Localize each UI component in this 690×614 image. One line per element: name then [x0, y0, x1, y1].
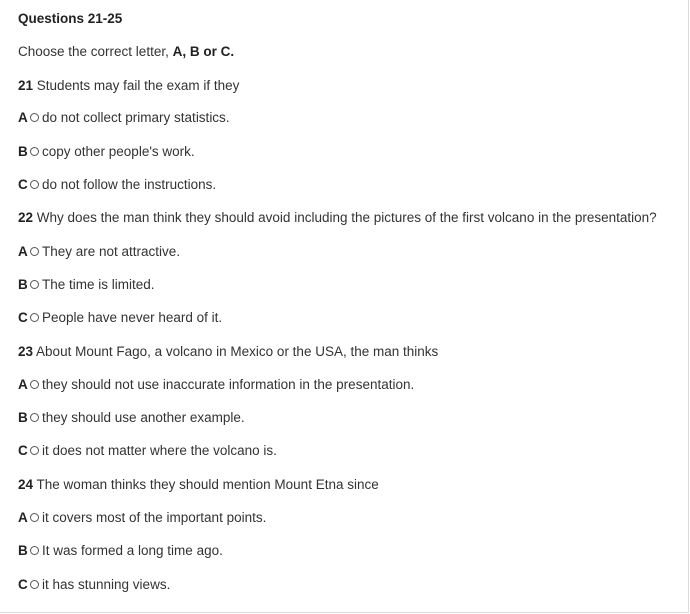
option-text: do not follow the instructions.	[42, 177, 217, 192]
option-letter: B	[18, 543, 28, 558]
option-letter: B	[18, 410, 28, 425]
question-22	[18, 210, 657, 225]
option-text: People have never heard of it.	[42, 310, 223, 325]
radio-button[interactable]	[30, 446, 39, 455]
option-letter: C	[18, 310, 28, 325]
question-23	[18, 344, 438, 359]
question-number: 23	[18, 344, 34, 359]
q21-option-b[interactable]	[18, 144, 195, 159]
q22-option-b[interactable]	[18, 277, 155, 292]
radio-button[interactable]	[30, 147, 39, 156]
option-letter: A	[18, 510, 28, 525]
option-text: It was formed a long time ago.	[42, 543, 223, 558]
option-letter: B	[18, 277, 28, 292]
section-title: Questions 21-25	[18, 11, 123, 26]
question-text: About Mount Fago, a volcano in Mexico or the USA, the man thinks	[36, 344, 439, 359]
radio-button[interactable]	[30, 280, 39, 289]
radio-button[interactable]	[30, 413, 39, 422]
q22-option-a[interactable]	[18, 244, 180, 259]
question-21	[18, 78, 239, 93]
question-text: Students may fail the exam if they	[36, 78, 240, 93]
option-letter: C	[18, 177, 28, 192]
radio-button[interactable]	[30, 313, 39, 322]
q23-option-a[interactable]	[18, 377, 414, 392]
option-text: it covers most of the important points.	[42, 510, 267, 525]
q24-option-a[interactable]	[18, 510, 266, 525]
option-text: do not collect primary statistics.	[42, 110, 230, 125]
q23-option-b[interactable]	[18, 410, 245, 425]
q23-option-c[interactable]	[18, 443, 277, 458]
option-letter: A	[18, 110, 28, 125]
question-text: The woman thinks they should mention Mount Etna since	[36, 477, 379, 492]
q24-option-b[interactable]	[18, 543, 223, 558]
instruction-letters: A, B or C.	[172, 44, 235, 59]
option-text: it does not matter where the volcano is.	[42, 443, 277, 458]
option-letter: A	[18, 377, 28, 392]
radio-button[interactable]	[30, 513, 39, 522]
q21-option-a[interactable]	[18, 110, 230, 125]
instruction-text	[18, 44, 234, 59]
option-text: they should use another example.	[42, 410, 245, 425]
radio-button[interactable]	[30, 546, 39, 555]
question-text: Why does the man think they should avoid including the pictures of the first volcano in the presentation?	[36, 210, 657, 225]
option-text: it has stunning views.	[42, 577, 171, 592]
option-letter: B	[18, 144, 28, 159]
option-text: they should not use inaccurate information in the presentation.	[42, 377, 415, 392]
q21-option-c[interactable]	[18, 177, 216, 192]
radio-button[interactable]	[30, 380, 39, 389]
radio-button[interactable]	[30, 180, 39, 189]
option-text: They are not attractive.	[42, 244, 181, 259]
radio-button[interactable]	[30, 113, 39, 122]
radio-button[interactable]	[30, 247, 39, 256]
question-number: 22	[18, 210, 34, 225]
option-text: The time is limited.	[42, 277, 155, 292]
radio-button[interactable]	[30, 580, 39, 589]
q24-option-c[interactable]	[18, 577, 170, 592]
instruction-prefix: Choose the correct letter,	[18, 44, 173, 59]
question-24	[18, 477, 379, 492]
q22-option-c[interactable]	[18, 310, 222, 325]
question-number: 24	[18, 477, 34, 492]
option-letter: C	[18, 577, 28, 592]
option-text: copy other people's work.	[42, 144, 195, 159]
option-letter: C	[18, 443, 28, 458]
option-letter: A	[18, 244, 28, 259]
question-number: 21	[18, 78, 34, 93]
